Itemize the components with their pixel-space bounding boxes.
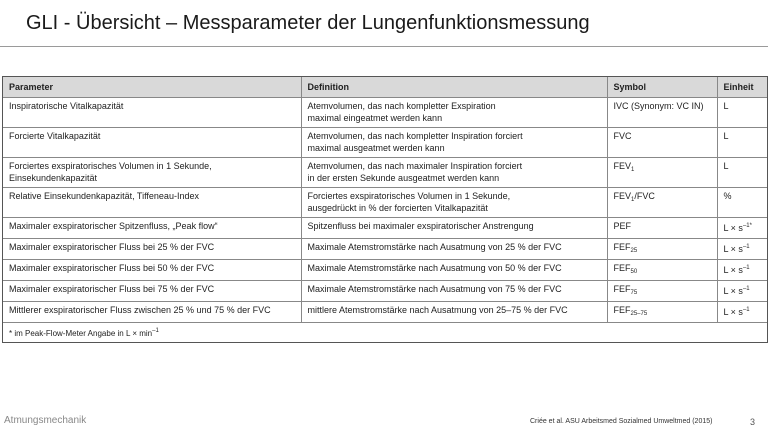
unit-superscript: –1* (742, 223, 752, 229)
unit-cell: L (717, 158, 767, 188)
symbol-cell: FVC (607, 128, 717, 158)
definition-line: maximal eingeatmet werden kann (307, 113, 443, 123)
symbol-tail: /FVC (634, 191, 655, 201)
symbol-base: FEF (613, 263, 631, 273)
unit-base: L × s (723, 244, 743, 254)
symbol-cell: IVC (Synonym: VC IN) (607, 98, 717, 128)
header-unit: Einheit (717, 77, 767, 98)
unit-cell: % (717, 188, 767, 218)
definition-line: Atemvolumen, das nach kompletter Exspiration (307, 101, 496, 111)
parameter-cell: Maximaler exspiratorischer Spitzenfluss, „Peak flow“ (3, 218, 301, 239)
footnote-row (3, 323, 767, 343)
header-symbol: Symbol (607, 77, 717, 98)
table-row (3, 158, 767, 188)
parameter-cell: Forcierte Vitalkapazität (3, 128, 301, 158)
symbol-cell: PEF (607, 218, 717, 239)
definition-line: Forciertes exspiratorisches Volumen in 1 Sekunde, (307, 191, 511, 201)
unit-cell: L (717, 98, 767, 128)
table-row (3, 128, 767, 158)
unit-cell: L (717, 128, 767, 158)
definition-line: ausgedrückt in % der forcierten Vitalkapazität (307, 203, 488, 213)
definition-line: Atemvolumen, das nach kompletter Inspiration forciert (307, 131, 523, 141)
parameter-cell (3, 158, 301, 188)
table-row (3, 302, 767, 323)
symbol-cell (607, 239, 717, 260)
symbol-cell (607, 302, 717, 323)
unit-superscript: –1 (742, 265, 750, 271)
definition-cell: Maximale Atemstromstärke nach Ausatmung von 25 % der FVC (301, 239, 607, 260)
symbol-subscript: 25–75 (630, 311, 648, 317)
symbol-cell (607, 188, 717, 218)
slide-title: GLI - Übersicht – Messparameter der Lungenfunktionsmessung (26, 12, 590, 34)
symbol-cell (607, 158, 717, 188)
parameter-cell: Mittlerer exspiratorischer Fluss zwischen 25 % und 75 % der FVC (3, 302, 301, 323)
parameter-cell: Maximaler exspiratorischer Fluss bei 75 % der FVC (3, 281, 301, 302)
symbol-base: FEV (613, 161, 632, 171)
definition-line: in der ersten Sekunde ausgeatmet werden kann (307, 173, 500, 183)
symbol-subscript: 1 (631, 167, 635, 173)
symbol-base: FEF (613, 305, 631, 315)
definition-cell (301, 98, 607, 128)
unit-superscript: –1 (742, 307, 750, 313)
definition-line: Atemvolumen, das nach maximaler Inspiration forciert (307, 161, 523, 171)
unit-base: L × s (723, 286, 743, 296)
table-header-row (3, 77, 767, 98)
definition-cell: Maximale Atemstromstärke nach Ausatmung von 50 % der FVC (301, 260, 607, 281)
symbol-cell (607, 281, 717, 302)
definition-cell: mittlere Atemstromstärke nach Ausatmung von 25–75 % der FVC (301, 302, 607, 323)
header-parameter: Parameter (3, 77, 301, 98)
table-row (3, 281, 767, 302)
table-row (3, 260, 767, 281)
symbol-subscript: 25 (630, 248, 638, 254)
source-citation: Criée et al. ASU Arbeitsmed Sozialmed Umweltmed (2015) (530, 418, 713, 425)
table-row (3, 98, 767, 128)
unit-cell (717, 260, 767, 281)
parameter-cell: Maximaler exspiratorischer Fluss bei 25 % der FVC (3, 239, 301, 260)
parameter-line: Einsekundenkapazität (9, 173, 98, 183)
symbol-base: FEV (613, 191, 632, 201)
parameter-table (2, 76, 768, 343)
table-row (3, 188, 767, 218)
unit-cell (717, 218, 767, 239)
footnote-superscript: –1 (152, 328, 159, 334)
unit-cell (717, 239, 767, 260)
unit-superscript: –1 (742, 286, 750, 292)
unit-base: L × s (723, 265, 743, 275)
table-row (3, 218, 767, 239)
definition-cell: Maximale Atemstromstärke nach Ausatmung von 75 % der FVC (301, 281, 607, 302)
symbol-subscript: 1 (631, 197, 635, 203)
table-footnote (3, 323, 767, 343)
unit-superscript: –1 (742, 244, 750, 250)
unit-cell (717, 302, 767, 323)
unit-base: L × s (723, 307, 743, 317)
symbol-cell (607, 260, 717, 281)
title-divider (0, 46, 768, 47)
symbol-subscript: 75 (630, 290, 638, 296)
parameter-cell: Maximaler exspiratorischer Fluss bei 50 % der FVC (3, 260, 301, 281)
unit-cell (717, 281, 767, 302)
parameter-line: Forciertes exspiratorisches Volumen in 1 Sekunde, (9, 161, 212, 171)
definition-cell (301, 188, 607, 218)
header-definition: Definition (301, 77, 607, 98)
footer-section-label: Atmungsmechanik (4, 415, 87, 426)
footnote-base: * im Peak-Flow-Meter Angabe in L × min (9, 329, 153, 338)
unit-base: L × s (723, 223, 743, 233)
symbol-subscript: 50 (630, 269, 638, 275)
page-number: 3 (750, 417, 756, 427)
definition-cell (301, 128, 607, 158)
definition-cell (301, 158, 607, 188)
table-row (3, 239, 767, 260)
symbol-base: FEF (613, 242, 631, 252)
parameter-cell: Relative Einsekundenkapazität, Tiffeneau-Index (3, 188, 301, 218)
definition-line: maximal ausgeatmet werden kann (307, 143, 445, 153)
symbol-base: FEF (613, 284, 631, 294)
definition-cell: Spitzenfluss bei maximaler exspiratorischer Anstrengung (301, 218, 607, 239)
parameter-cell: Inspiratorische Vitalkapazität (3, 98, 301, 128)
